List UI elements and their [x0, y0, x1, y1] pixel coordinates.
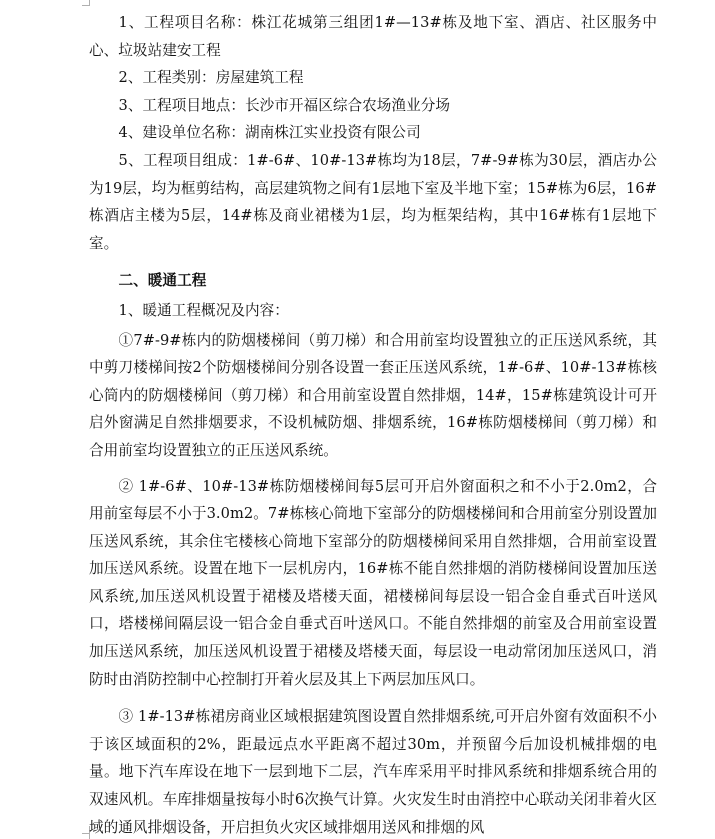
project-location-item: 3、工程项目地点：长沙市开福区综合农场渔业分场	[118, 96, 450, 114]
project-name-item: 1、工程项目名称：株江花城第三组团1#—13#栋及地下室、酒店、社区服务中心、垃圾站建安工程	[89, 14, 657, 59]
hvac-paragraph-2: ② 1#-6#、10#-13#栋防烟楼梯间每5层可开启外窗面积之和不小于2.0m2，合用前室每层不小于3.0m2。7#栋核心筒地下室部分的防烟楼梯间和合用前室分别设置加压送风系统，其余住宅楼核心筒地下室部分的防烟楼梯间采用自然排烟，合用前室设置加压送风系统。设置在地下一层机房内，16#栋不能自然排烟的消防楼梯间设置加压送风系统,加压送风机设置于裙楼及塔楼天面，裙楼梯间每层设一铝合金自垂式百叶送风口，塔楼梯间隔层设一铝合金自垂式百叶送风口。不能自然排烟的前室及合用前室设置加压送风系统，加压送风机设置于裙楼及塔楼天面，每层设一电动常闭加压送风口，消防时由消防控制中心控制打开着火层及其上下两层加压风口。	[89, 477, 657, 688]
project-category-item: 2、工程类别：房屋建筑工程	[118, 69, 304, 87]
margin-mark-top	[89, 0, 90, 6]
hvac-paragraph-3: ③ 1#-13#栋裙房商业区域根据建筑图设置自然排烟系统,可开启外窗有效面积不小于该区域面积的2%，距最远点水平距离不超过30m，并预留今后加设机械排烟的电量。地下汽车库设在地下一层到地下二层，汽车库采用平时排风系统和排烟系统合用的双速风机。车库排烟量按每小时6次换气计算。火灾发生时由消控中心联动关闭非着火区域的通风排烟设备，开启担负火灾区域排烟用送风和排烟的风	[89, 708, 657, 836]
section-heading-hvac: 二、暖通工程	[118, 272, 207, 290]
hvac-overview-subheading: 1、暖通工程概况及内容：	[118, 301, 289, 319]
construction-unit-item: 4、建设单位名称：湖南株江实业投资有限公司	[118, 124, 421, 142]
hvac-paragraph-1: ①7#-9#栋内的防烟楼梯间（剪刀梯）和合用前室均设置独立的正压送风系统，其中剪刀楼梯间按2个防烟楼梯间分别各设置一套正压送风系统，1#-6#、10#-13#栋核心筒内的防烟楼梯间（剪刀梯）和合用前室设置自然排烟，14#，15#栋建筑设计可开启外窗满足自然排烟要求，不设机械防烟、排烟系统，16#栋防烟楼梯间（剪刀梯）和合用前室均设置独立的正压送风系统。	[89, 331, 657, 459]
project-composition-item: 5、工程项目组成：1#-6#、10#-13#栋均为18层，7#-9#栋为30层，酒店办公为19层，均为框剪结构，高层建筑物之间有1层地下室及半地下室；15#栋为6层，16#栋酒店主楼为5层，14#栋及商业裙楼为1层，均为框架结构，其中16#栋有1层地下室。	[89, 151, 658, 252]
document-body	[89, 9, 657, 839]
